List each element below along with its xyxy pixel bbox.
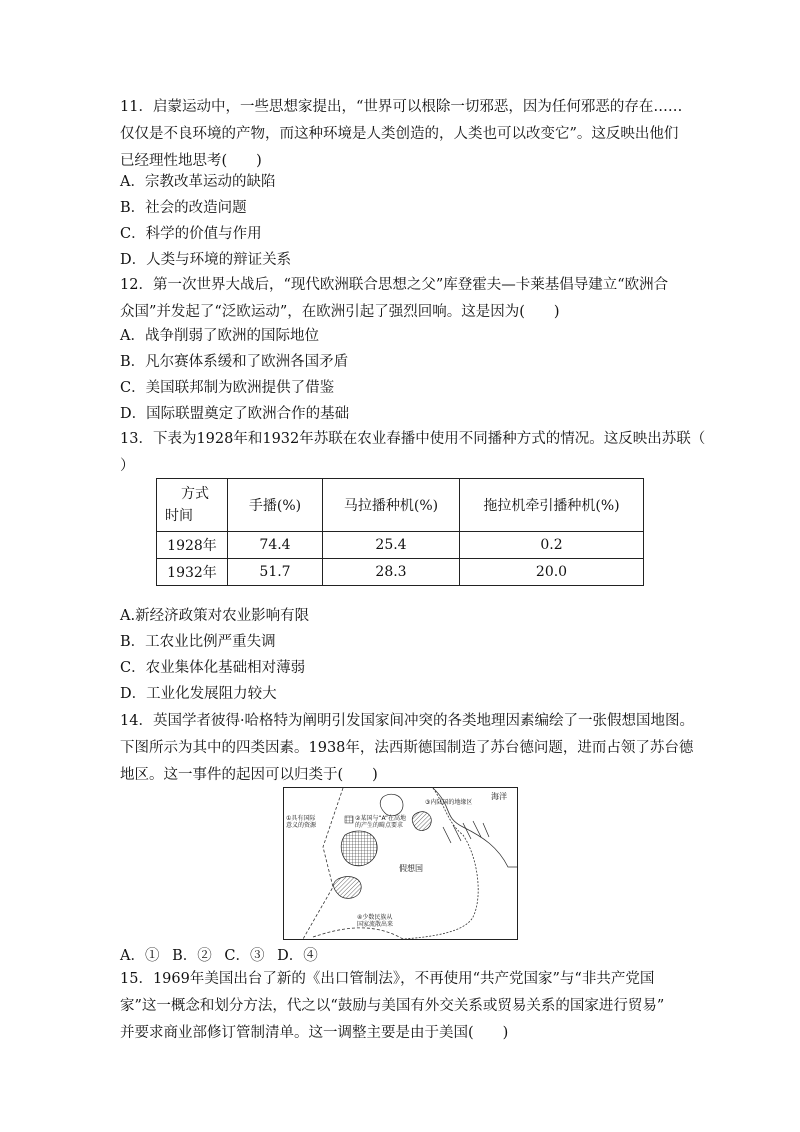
question-14-options xyxy=(120,944,326,965)
table-cell: 25.4 xyxy=(323,532,460,559)
column-header: 手播(%) xyxy=(228,479,323,532)
question-12-line: 众国”并发起了“泛欧运动”，在欧洲引起了强烈回响。这是因为( ) xyxy=(120,304,560,320)
question-11-line: 已经理性地思考( ) xyxy=(120,153,262,169)
column-header: 拖拉机牵引播种机(%) xyxy=(460,479,644,532)
option-14-c[interactable]: C．③ xyxy=(224,948,265,964)
question-15-line: 并要求商业部修订管制清单。这一调整主要是由于美国( ) xyxy=(120,1025,509,1041)
question-13-line: 13．下表为1928年和1932年苏联在农业春播中使用不同播种方式的情况。这反映出苏联（ xyxy=(120,431,706,447)
question-11-line: 11．启蒙运动中，一些思想家提出，“世界可以根除一切邪恶，因为任何邪恶的存在…… xyxy=(120,99,683,115)
map-label-territory: ②某国与“A”在高地 xyxy=(355,815,406,822)
table-cell: 74.4 xyxy=(228,532,323,559)
option-13-b[interactable]: B．工农业比例严重失调 xyxy=(120,634,276,650)
question-15 xyxy=(120,966,690,1047)
question-14 xyxy=(120,708,695,789)
table-row xyxy=(157,532,644,559)
row-year-cell: 1932年 xyxy=(157,559,228,586)
table-cell: 28.3 xyxy=(323,559,460,586)
resource-region xyxy=(341,831,377,866)
map-label-resource: ①具有国际 xyxy=(286,815,316,822)
table-row xyxy=(157,559,644,586)
map-label-sea: 海洋 xyxy=(491,792,507,801)
option-14-a[interactable]: A．① xyxy=(120,948,160,964)
corner-time-label: 时间 xyxy=(165,508,193,524)
question-12-line: 12．第一次世界大战后，“现代欧洲联合思想之父”库登霍夫—卡莱基倡导建立“欧洲合 xyxy=(120,277,669,293)
option-12-d[interactable]: D．国际联盟奠定了欧洲合作的基础 xyxy=(120,406,350,422)
question-15-line: 家”这一概念和划分方法，代之以“鼓励与美国有外交关系或贸易关系的国家进行贸易” xyxy=(120,998,665,1014)
option-11-b[interactable]: B．社会的改造问题 xyxy=(120,200,247,216)
option-13-d[interactable]: D．工业化发展阻力较大 xyxy=(120,686,277,702)
hypothetical-country-map xyxy=(283,787,518,940)
map-label-resource-2: 意义的资源 xyxy=(286,822,317,829)
option-12-c[interactable]: C．美国联邦制为欧洲提供了借鉴 xyxy=(120,380,335,396)
map-label-landlocked: ③内陆国的地缘区 xyxy=(425,799,473,806)
question-11-line: 仅仅是不良环境的产物，而这种环境是人类创造的，人类也可以改变它”。这反映出他们 xyxy=(120,126,679,142)
question-12 xyxy=(120,272,690,326)
map-label-minority: ④少数民族从 xyxy=(357,914,393,921)
question-14-line: 地区。这一事件的起因可以归类于( ) xyxy=(120,767,378,783)
question-14-line: 下图所示为其中的四类因素。1938年，法西斯德国制造了苏台德问题，进而占领了苏台德 xyxy=(120,740,694,756)
table-cell: 0.2 xyxy=(460,532,644,559)
map-label-territory-2: 的产生的畸点要求 xyxy=(355,822,404,829)
option-14-b[interactable]: B．② xyxy=(172,948,212,964)
disputed-region xyxy=(412,812,431,831)
option-11-a[interactable]: A．宗教改革运动的缺陷 xyxy=(120,174,276,190)
option-12-a[interactable]: A．战争削弱了欧洲的国际地位 xyxy=(120,328,319,344)
option-13-a[interactable]: A.新经济政策对农业影响有限 xyxy=(120,608,310,624)
table-cell: 20.0 xyxy=(460,559,644,586)
option-12-b[interactable]: B．凡尔赛体系缓和了欧洲各国矛盾 xyxy=(120,354,349,370)
option-11-d[interactable]: D．人类与环境的辩证关系 xyxy=(120,252,292,268)
question-13 xyxy=(120,426,706,480)
corner-method-label: 方式 xyxy=(181,486,209,502)
table-corner-cell xyxy=(157,479,228,532)
column-header: 马拉播种机(%) xyxy=(323,479,460,532)
row-year-cell: 1928年 xyxy=(157,532,228,559)
sowing-table xyxy=(156,478,644,586)
option-13-c[interactable]: C．农业集体化基础相对薄弱 xyxy=(120,660,306,676)
question-13-line: ） xyxy=(120,458,135,474)
option-11-c[interactable]: C．科学的价值与作用 xyxy=(120,226,262,242)
question-11 xyxy=(120,94,690,175)
map-label-minority-2: 国家流散出来 xyxy=(357,921,394,928)
table-cell: 51.7 xyxy=(228,559,323,586)
map-label-country: 假想国 xyxy=(399,864,423,873)
option-14-d[interactable]: D．④ xyxy=(277,948,318,964)
legend-swatch xyxy=(345,816,353,823)
question-14-line: 14．英国学者彼得·哈格特为阐明引发国家间冲突的各类地理因素编绘了一张假想国地图。 xyxy=(120,713,695,729)
table-header-row xyxy=(157,479,644,532)
question-15-line: 15．1969年美国出台了新的《出口管制法》，不再使用“共产党国家”与“非共产党国 xyxy=(120,971,655,987)
